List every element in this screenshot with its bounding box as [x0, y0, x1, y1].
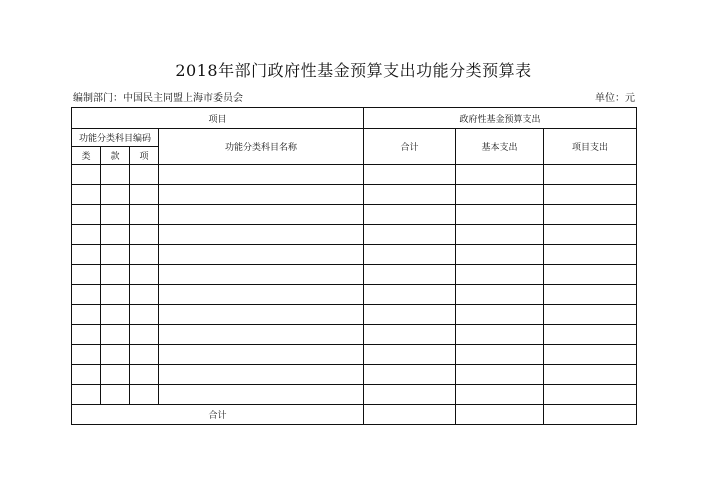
- row-cell-total: [364, 285, 456, 305]
- row-cell-section: [101, 365, 130, 385]
- row-cell-project: [544, 285, 637, 305]
- row-cell-name: [159, 345, 364, 365]
- row-cell-basic: [456, 305, 544, 325]
- row-cell-project: [544, 305, 637, 325]
- row-cell-item: [130, 225, 159, 245]
- row-cell-project: [544, 365, 637, 385]
- total-label: 合计: [72, 405, 364, 425]
- row-cell-name: [159, 265, 364, 285]
- row-cell-total: [364, 225, 456, 245]
- header-code-item: 项: [130, 147, 159, 165]
- row-cell-name: [159, 245, 364, 265]
- row-cell-name: [159, 305, 364, 325]
- row-cell-item: [130, 325, 159, 345]
- table-row: [72, 325, 637, 345]
- row-cell-total: [364, 245, 456, 265]
- row-cell-total: [364, 305, 456, 325]
- row-cell-section: [101, 285, 130, 305]
- row-cell-name: [159, 325, 364, 345]
- row-cell-class: [72, 245, 101, 265]
- row-cell-section: [101, 345, 130, 365]
- row-cell-project: [544, 265, 637, 285]
- row-cell-class: [72, 345, 101, 365]
- row-cell-basic: [456, 185, 544, 205]
- row-cell-class: [72, 225, 101, 245]
- total-cell-basic: [456, 405, 544, 425]
- row-cell-name: [159, 285, 364, 305]
- row-cell-section: [101, 205, 130, 225]
- table-row: [72, 185, 637, 205]
- table-row: [72, 385, 637, 405]
- total-row: [72, 405, 637, 425]
- header-row-2: [72, 129, 637, 147]
- header-basic: 基本支出: [456, 129, 544, 165]
- row-cell-project: [544, 345, 637, 365]
- row-cell-item: [130, 165, 159, 185]
- row-cell-name: [159, 205, 364, 225]
- row-cell-total: [364, 185, 456, 205]
- row-cell-total: [364, 205, 456, 225]
- row-cell-class: [72, 265, 101, 285]
- row-cell-project: [544, 385, 637, 405]
- row-cell-section: [101, 265, 130, 285]
- row-cell-section: [101, 165, 130, 185]
- row-cell-project: [544, 165, 637, 185]
- table-row: [72, 285, 637, 305]
- row-cell-section: [101, 385, 130, 405]
- compiling-department: 编制部门：中国民主同盟上海市委员会: [73, 93, 243, 104]
- row-cell-basic: [456, 365, 544, 385]
- row-cell-basic: [456, 225, 544, 245]
- row-cell-class: [72, 325, 101, 345]
- row-cell-item: [130, 305, 159, 325]
- row-cell-class: [72, 365, 101, 385]
- header-code-group: 功能分类科目编码: [72, 129, 159, 147]
- table-row: [72, 205, 637, 225]
- row-cell-project: [544, 225, 637, 245]
- row-cell-item: [130, 185, 159, 205]
- row-cell-basic: [456, 345, 544, 365]
- row-cell-total: [364, 325, 456, 345]
- table-row: [72, 305, 637, 325]
- row-cell-project: [544, 325, 637, 345]
- header-code-class: 类: [72, 147, 101, 165]
- row-cell-item: [130, 365, 159, 385]
- row-cell-class: [72, 185, 101, 205]
- row-cell-project: [544, 185, 637, 205]
- row-cell-basic: [456, 285, 544, 305]
- table-row: [72, 245, 637, 265]
- row-cell-section: [101, 245, 130, 265]
- header-expenditure-group: 政府性基金预算支出: [364, 108, 637, 129]
- row-cell-basic: [456, 325, 544, 345]
- row-cell-class: [72, 205, 101, 225]
- header-project-exp: 项目支出: [544, 129, 637, 165]
- row-cell-section: [101, 185, 130, 205]
- row-cell-total: [364, 265, 456, 285]
- row-cell-name: [159, 185, 364, 205]
- row-cell-section: [101, 305, 130, 325]
- row-cell-basic: [456, 245, 544, 265]
- total-cell-project: [544, 405, 637, 425]
- row-cell-item: [130, 205, 159, 225]
- budget-table: [71, 107, 637, 425]
- header-row-1: [72, 108, 637, 129]
- row-cell-total: [364, 345, 456, 365]
- row-cell-section: [101, 225, 130, 245]
- row-cell-basic: [456, 205, 544, 225]
- row-cell-basic: [456, 385, 544, 405]
- row-cell-name: [159, 365, 364, 385]
- row-cell-name: [159, 165, 364, 185]
- row-cell-item: [130, 345, 159, 365]
- row-cell-class: [72, 165, 101, 185]
- row-cell-project: [544, 205, 637, 225]
- header-project: 项目: [72, 108, 364, 129]
- row-cell-basic: [456, 165, 544, 185]
- row-cell-class: [72, 305, 101, 325]
- page-title: 2018年部门政府性基金预算支出功能分类预算表: [175, 61, 532, 80]
- row-cell-section: [101, 325, 130, 345]
- row-cell-total: [364, 365, 456, 385]
- table-row: [72, 265, 637, 285]
- row-cell-total: [364, 165, 456, 185]
- row-cell-class: [72, 385, 101, 405]
- header-total: 合计: [364, 129, 456, 165]
- row-cell-total: [364, 385, 456, 405]
- header-subject-name: 功能分类科目名称: [159, 129, 364, 165]
- row-cell-basic: [456, 265, 544, 285]
- row-cell-class: [72, 285, 101, 305]
- row-cell-item: [130, 385, 159, 405]
- row-cell-item: [130, 245, 159, 265]
- header-code-section: 款: [101, 147, 130, 165]
- row-cell-project: [544, 245, 637, 265]
- row-cell-item: [130, 285, 159, 305]
- row-cell-name: [159, 225, 364, 245]
- row-cell-name: [159, 385, 364, 405]
- total-cell-total: [364, 405, 456, 425]
- table-row: [72, 165, 637, 185]
- row-cell-item: [130, 265, 159, 285]
- table-row: [72, 365, 637, 385]
- table-row: [72, 345, 637, 365]
- table-row: [72, 225, 637, 245]
- currency-unit: 单位：元: [595, 93, 635, 104]
